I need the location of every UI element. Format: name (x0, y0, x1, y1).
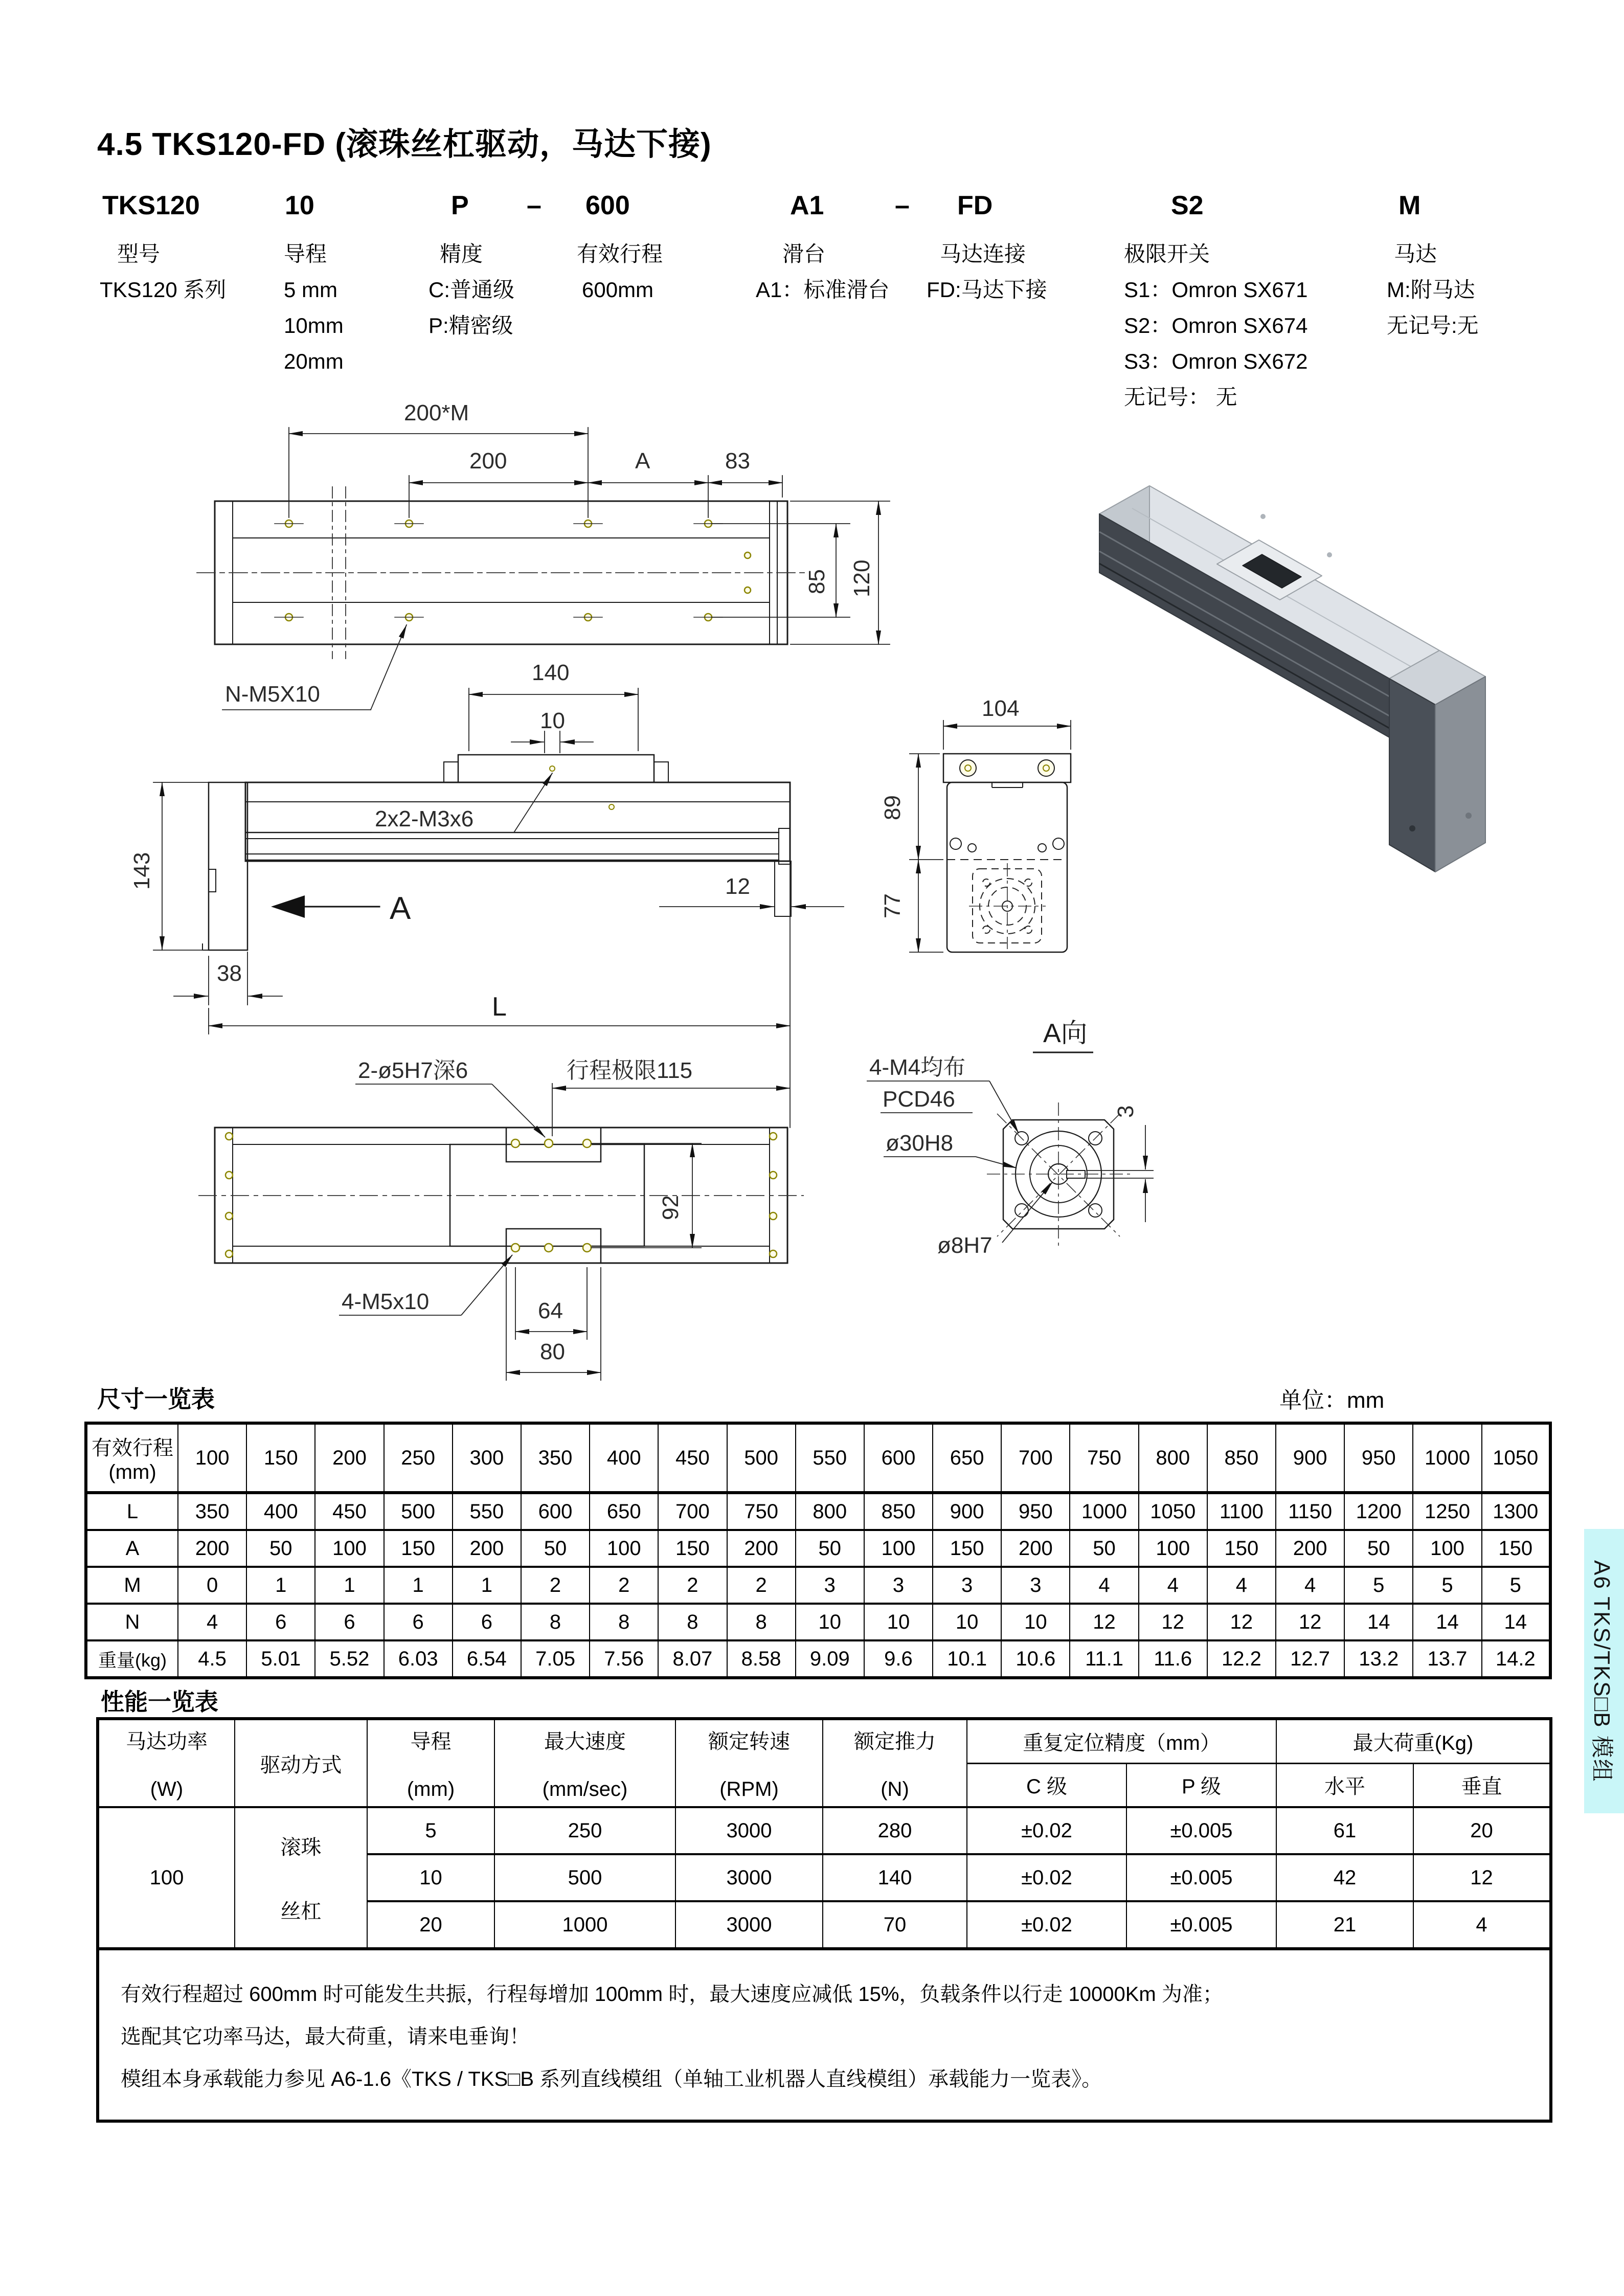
dim-cell-weight: 13.7 (1413, 1640, 1481, 1678)
dim-row-label-L: L (86, 1493, 178, 1530)
dim-table-stroke-value: 1050 (1482, 1423, 1550, 1493)
dim-cell-L: 1150 (1276, 1493, 1344, 1530)
dim-cell-weight: 6.54 (453, 1640, 521, 1678)
dim-table-stroke-value: 950 (1344, 1423, 1413, 1493)
dim-cell-weight: 14.2 (1482, 1640, 1550, 1678)
dim-cell-M: 5 (1344, 1567, 1413, 1604)
hdr-power-unit: (W) (150, 1778, 184, 1800)
dim-cell-A: 200 (1001, 1530, 1070, 1567)
perf-notes (98, 1949, 1551, 2121)
label-n-m5x10: N-M5X10 (225, 682, 320, 707)
hdr-lead-unit: (mm) (407, 1778, 455, 1800)
dim-row-label-N: N (86, 1604, 178, 1640)
dim-89: 89 (880, 795, 905, 820)
dim-cell-M: 2 (658, 1567, 727, 1604)
dim-cell-N: 12 (1139, 1604, 1207, 1640)
option-column-title: 极限开关 (1124, 242, 1210, 266)
perf-cell: ±0.02 (967, 1807, 1126, 1854)
dim-table-stroke-value: 450 (658, 1423, 727, 1493)
dim-cell-N: 6 (315, 1604, 384, 1640)
dim-cell-weight: 8.58 (727, 1640, 796, 1678)
dim-table-title: 尺寸一览表 (97, 1386, 215, 1412)
dim-table-stroke-value: 800 (1139, 1423, 1207, 1493)
option-column-title: 马达 (1394, 242, 1437, 266)
dim-table-stroke-value: 150 (246, 1423, 315, 1493)
dim-cell-N: 12 (1070, 1604, 1138, 1640)
perf-header-repeat: 重复定位精度（mm） (967, 1719, 1276, 1763)
dim-cell-M: 4 (1070, 1567, 1138, 1604)
dim-cell-M: 3 (1001, 1567, 1070, 1604)
a-view-title: A向 (1043, 1019, 1088, 1048)
dim-80: 80 (540, 1339, 565, 1364)
code-switch: S2 (1171, 191, 1204, 220)
dim-stroke-limit: 行程极限115 (567, 1058, 693, 1083)
perf-header-drive: 驱动方式 (235, 1719, 367, 1807)
side-view (129, 660, 844, 1128)
option-line: A1：标准滑台 (756, 278, 890, 302)
dim-cell-L: 600 (521, 1493, 590, 1530)
perf-cell: 1000 (494, 1901, 675, 1949)
perf-header-p: P 级 (1126, 1763, 1276, 1807)
dim-cell-M: 1 (384, 1567, 453, 1604)
dim-cell-A: 50 (246, 1530, 315, 1567)
perf-power-value: 100 (98, 1807, 235, 1949)
hdr-thrust: 额定推力 (854, 1730, 936, 1753)
dim-cell-L: 1000 (1070, 1493, 1138, 1530)
perf-cell: 4 (1413, 1901, 1551, 1949)
dim-cell-A: 50 (521, 1530, 590, 1567)
perf-header-rpm (675, 1719, 823, 1807)
dim-cell-N: 14 (1344, 1604, 1413, 1640)
dim-cell-M: 1 (246, 1567, 315, 1604)
perf-cell: 280 (823, 1807, 967, 1854)
dim-cell-weight: 6.03 (384, 1640, 453, 1678)
dim-cell-M: 3 (864, 1567, 933, 1604)
option-column-lead (284, 236, 344, 379)
dim-cell-L: 1100 (1207, 1493, 1276, 1530)
option-column-title: 型号 (117, 242, 161, 266)
dim-83: 83 (725, 448, 750, 474)
stroke-header-line1: 有效行程 (92, 1437, 173, 1459)
hdr-thrust-unit: (N) (881, 1778, 909, 1800)
dim-cell-M: 3 (796, 1567, 864, 1604)
dim-cell-L: 1050 (1139, 1493, 1207, 1530)
option-column-motorconn (927, 236, 1047, 308)
performance-table (96, 1717, 1552, 2123)
perf-cell: 12 (1413, 1854, 1551, 1901)
label-o30h8: ø30H8 (886, 1131, 954, 1156)
option-line: 20mm (284, 349, 344, 373)
dim-table-stroke-value: 500 (727, 1423, 796, 1493)
dim-77: 77 (880, 893, 905, 918)
dim-cell-M: 4 (1276, 1567, 1344, 1604)
code-lead: 10 (285, 191, 314, 220)
dim-cell-L: 850 (864, 1493, 933, 1530)
dim-table-stroke-value: 550 (796, 1423, 864, 1493)
perf-cell: 20 (1413, 1807, 1551, 1854)
perf-cell: 250 (494, 1807, 675, 1854)
dim-l: L (492, 992, 507, 1022)
dim-38: 38 (217, 961, 242, 986)
dim-cell-L: 1300 (1482, 1493, 1550, 1530)
dim-table-stroke-value: 600 (864, 1423, 933, 1493)
perf-header-c: C 级 (967, 1763, 1126, 1807)
perf-cell: 3000 (675, 1854, 823, 1901)
label-4-m5x10: 4-M5x10 (342, 1289, 430, 1314)
option-column-stroke (577, 236, 663, 308)
dim-row-label-M: M (86, 1567, 178, 1604)
label-2-o5h7: 2-ø5H7深6 (358, 1058, 468, 1083)
option-column-grade (428, 236, 514, 344)
hdr-speed-unit: (mm/sec) (542, 1778, 628, 1800)
dim-cell-A: 100 (590, 1530, 658, 1567)
dim-table-stroke-value: 750 (1070, 1423, 1138, 1493)
dim-cell-A: 100 (864, 1530, 933, 1567)
dim-table-stroke-value: 250 (384, 1423, 453, 1493)
dim-cell-L: 450 (315, 1493, 384, 1530)
dim-table-stroke-header (86, 1423, 178, 1493)
option-column-model (100, 236, 226, 308)
dim-cell-A: 150 (933, 1530, 1001, 1567)
dim-table-stroke-value: 300 (453, 1423, 521, 1493)
dim-cell-A: 50 (1344, 1530, 1413, 1567)
dim-table-stroke-value: 100 (178, 1423, 246, 1493)
option-line: S3：Omron SX672 (1124, 349, 1308, 373)
dim-cell-M: 2 (727, 1567, 796, 1604)
dim-table-unit: 单位：mm (1279, 1388, 1385, 1413)
dim-12: 12 (725, 874, 750, 899)
hdr-lead: 导程 (410, 1730, 452, 1753)
perf-cell: ±0.005 (1126, 1854, 1276, 1901)
option-line: TKS120 系列 (100, 278, 227, 302)
option-line: S1：Omron SX671 (1124, 278, 1308, 302)
code-dash-2: – (895, 191, 910, 220)
note-line-2: 选配其它功率马达，最大荷重，请来电垂询！ (121, 2025, 530, 2048)
perf-cell: 3000 (675, 1901, 823, 1949)
dim-140: 140 (532, 660, 570, 685)
dim-cell-N: 8 (590, 1604, 658, 1640)
dim-cell-N: 4 (178, 1604, 246, 1640)
option-column-title: 导程 (284, 242, 327, 266)
dim-cell-M: 3 (933, 1567, 1001, 1604)
option-line: 5 mm (284, 278, 337, 302)
perf-header-horizontal: 水平 (1276, 1763, 1413, 1807)
code-grade: P (451, 191, 469, 220)
drive-line2: 丝杠 (280, 1900, 322, 1923)
dim-a: A (635, 448, 650, 474)
perf-cell: 42 (1276, 1854, 1413, 1901)
drive-line1: 滚珠 (280, 1836, 322, 1859)
dim-cell-L: 650 (590, 1493, 658, 1530)
dim-cell-A: 200 (1276, 1530, 1344, 1567)
dim-table-stroke-value: 700 (1001, 1423, 1070, 1493)
dim-120: 120 (849, 559, 874, 597)
perf-cell: 140 (823, 1854, 967, 1901)
page-title: 4.5 TKS120-FD (滚珠丝杠驱动，马达下接) (97, 127, 712, 162)
technical-drawings (0, 400, 1624, 1391)
dim-cell-weight: 7.05 (521, 1640, 590, 1678)
label-pcd46: PCD46 (883, 1087, 955, 1112)
dim-cell-A: 150 (1207, 1530, 1276, 1567)
option-column-slider (756, 236, 889, 308)
option-column-title: 马达连接 (940, 242, 1026, 266)
dim-cell-L: 900 (933, 1493, 1001, 1530)
dim-row-label-weight: 重量(kg) (86, 1640, 178, 1678)
dim-cell-M: 4 (1139, 1567, 1207, 1604)
option-line: P:精密级 (428, 313, 513, 337)
perf-header-load: 最大荷重(Kg) (1276, 1719, 1551, 1763)
dim-table-stroke-value: 850 (1207, 1423, 1276, 1493)
section-arrow-label: A (390, 891, 411, 926)
option-line: FD:马达下接 (927, 278, 1047, 302)
option-line: 无记号： 无 (1124, 385, 1237, 409)
dim-cell-A: 150 (1482, 1530, 1550, 1567)
perf-drive-value (235, 1807, 367, 1949)
stroke-header-line2: (mm) (108, 1461, 156, 1483)
dim-cell-N: 10 (933, 1604, 1001, 1640)
dim-cell-L: 400 (246, 1493, 315, 1530)
perf-cell: ±0.02 (967, 1854, 1126, 1901)
perf-table-title: 性能一览表 (101, 1689, 218, 1715)
perf-cell: ±0.005 (1126, 1901, 1276, 1949)
dim-85: 85 (804, 569, 829, 594)
option-column-title: 精度 (440, 242, 483, 266)
dim-cell-M: 0 (178, 1567, 246, 1604)
code-motorconn: FD (957, 191, 993, 220)
dim-cell-weight: 12.2 (1207, 1640, 1276, 1678)
dim-cell-weight: 10.6 (1001, 1640, 1070, 1678)
dim-cell-L: 1200 (1344, 1493, 1413, 1530)
hdr-speed: 最大速度 (544, 1730, 626, 1753)
dim-cell-N: 6 (246, 1604, 315, 1640)
hdr-rpm: 额定转速 (708, 1730, 790, 1753)
dim-table-stroke-value: 400 (590, 1423, 658, 1493)
dim-cell-M: 5 (1413, 1567, 1481, 1604)
dim-cell-N: 10 (796, 1604, 864, 1640)
option-line: M:附马达 (1387, 278, 1475, 302)
note-line-3: 模组本身承载能力参见 A6-1.6《TKS / TKS□B 系列直线模组（单轴工业机器人直线模组）承载能力一览表》。 (121, 2068, 1102, 2090)
dim-10: 10 (540, 708, 565, 733)
dim-cell-A: 200 (178, 1530, 246, 1567)
dim-cell-L: 1250 (1413, 1493, 1481, 1530)
dim-cell-L: 700 (658, 1493, 727, 1530)
dim-table-stroke-value: 350 (521, 1423, 590, 1493)
dim-cell-M: 5 (1482, 1567, 1550, 1604)
perf-cell: 10 (367, 1854, 494, 1901)
option-column-motor (1387, 236, 1479, 344)
dim-cell-A: 200 (727, 1530, 796, 1567)
code-slider: A1 (790, 191, 824, 220)
perf-header-speed (494, 1719, 675, 1807)
dim-cell-L: 500 (384, 1493, 453, 1530)
label-4-m4: 4-M4均布 (869, 1055, 966, 1080)
dim-cell-L: 350 (178, 1493, 246, 1530)
hdr-power: 马达功率 (126, 1730, 208, 1753)
dim-table-stroke-value: 200 (315, 1423, 384, 1493)
option-line: 10mm (284, 313, 344, 337)
dim-cell-A: 150 (384, 1530, 453, 1567)
dim-cell-A: 100 (1139, 1530, 1207, 1567)
dim-cell-A: 200 (453, 1530, 521, 1567)
perf-cell: 61 (1276, 1807, 1413, 1854)
dim-cell-weight: 9.09 (796, 1640, 864, 1678)
code-stroke: 600 (585, 191, 630, 220)
dim-cell-M: 1 (315, 1567, 384, 1604)
code-motor: M (1399, 191, 1421, 220)
dim-cell-M: 1 (453, 1567, 521, 1604)
dim-cell-N: 8 (658, 1604, 727, 1640)
perf-cell: ±0.02 (967, 1901, 1126, 1949)
dim-200m: 200*M (404, 400, 469, 425)
bottom-view-holes (225, 1133, 777, 1257)
chapter-side-tab-label: A6 TKS/TKS□B 模组 (1589, 1560, 1614, 1783)
dim-cell-N: 14 (1413, 1604, 1481, 1640)
dim-cell-M: 4 (1207, 1567, 1276, 1604)
dim-cell-N: 12 (1207, 1604, 1276, 1640)
perf-cell: 500 (494, 1854, 675, 1901)
dim-200: 200 (469, 448, 507, 474)
perf-cell: 21 (1276, 1901, 1413, 1949)
perf-header-thrust (823, 1719, 967, 1807)
dim-cell-weight: 10.1 (933, 1640, 1001, 1678)
dim-cell-weight: 7.56 (590, 1640, 658, 1678)
option-line: 600mm (582, 278, 654, 302)
dim-table-stroke-value: 1000 (1413, 1423, 1481, 1493)
dim-cell-weight: 4.5 (178, 1640, 246, 1678)
perf-cell: 5 (367, 1807, 494, 1854)
dim-cell-N: 10 (1001, 1604, 1070, 1640)
dim-cell-N: 12 (1276, 1604, 1344, 1640)
perf-cell: 70 (823, 1901, 967, 1949)
dim-cell-A: 50 (796, 1530, 864, 1567)
dim-table-stroke-value: 900 (1276, 1423, 1344, 1493)
top-view-holes (285, 520, 751, 621)
a-direction-view (867, 1019, 1154, 1258)
dim-3: 3 (1113, 1105, 1138, 1118)
dim-cell-weight: 12.7 (1276, 1640, 1344, 1678)
note-line-1: 有效行程超过 600mm 时可能发生共振，行程每增加 100mm 时，最大速度应减低 15%，负载条件以行走 10000Km 为准； (121, 1983, 1223, 2006)
bottom-view (198, 1058, 804, 1381)
dim-cell-weight: 13.2 (1344, 1640, 1413, 1678)
dim-92: 92 (658, 1195, 683, 1220)
label-2x2-m3x6: 2x2-M3x6 (375, 806, 474, 831)
dim-cell-N: 14 (1482, 1604, 1550, 1640)
option-line: 无记号:无 (1387, 313, 1479, 337)
dim-104: 104 (982, 696, 1020, 721)
option-line: S2：Omron SX674 (1124, 313, 1308, 337)
dim-cell-weight: 5.01 (246, 1640, 315, 1678)
dim-table-stroke-value: 650 (933, 1423, 1001, 1493)
option-column-switch (1124, 236, 1308, 415)
perf-header-lead (367, 1719, 494, 1807)
dim-cell-weight: 11.1 (1070, 1640, 1138, 1678)
code-series: TKS120 (102, 191, 200, 220)
option-line: C:普通级 (428, 278, 515, 302)
option-column-title: 滑台 (782, 242, 826, 266)
dim-cell-L: 750 (727, 1493, 796, 1530)
dim-cell-L: 550 (453, 1493, 521, 1530)
dim-cell-M: 2 (521, 1567, 590, 1604)
end-view (880, 696, 1071, 952)
option-column-title: 有效行程 (577, 242, 663, 266)
perf-cell: 20 (367, 1901, 494, 1949)
chapter-side-tab (1584, 1529, 1624, 1813)
dim-cell-N: 10 (864, 1604, 933, 1640)
dim-cell-L: 950 (1001, 1493, 1070, 1530)
dim-64: 64 (538, 1298, 563, 1323)
dim-cell-A: 150 (658, 1530, 727, 1567)
dim-cell-N: 6 (453, 1604, 521, 1640)
hdr-rpm-unit: (RPM) (719, 1778, 779, 1800)
perf-cell: 3000 (675, 1807, 823, 1854)
perf-cell: ±0.005 (1126, 1807, 1276, 1854)
dim-cell-weight: 5.52 (315, 1640, 384, 1678)
dim-cell-L: 800 (796, 1493, 864, 1530)
dim-cell-M: 2 (590, 1567, 658, 1604)
dim-cell-weight: 9.6 (864, 1640, 933, 1678)
code-dash-1: – (527, 191, 542, 220)
dim-cell-N: 8 (521, 1604, 590, 1640)
perf-header-vertical: 垂直 (1413, 1763, 1551, 1807)
dim-cell-N: 8 (727, 1604, 796, 1640)
label-o8h7: ø8H7 (937, 1233, 993, 1258)
dimension-table (84, 1422, 1552, 1679)
dim-cell-weight: 8.07 (658, 1640, 727, 1678)
dim-cell-A: 100 (315, 1530, 384, 1567)
dim-cell-N: 6 (384, 1604, 453, 1640)
dim-cell-A: 50 (1070, 1530, 1138, 1567)
dim-cell-A: 100 (1413, 1530, 1481, 1567)
dim-cell-weight: 11.6 (1139, 1640, 1207, 1678)
perf-header-power (98, 1719, 235, 1807)
dim-row-label-A: A (86, 1530, 178, 1567)
dim-143: 143 (129, 852, 154, 890)
